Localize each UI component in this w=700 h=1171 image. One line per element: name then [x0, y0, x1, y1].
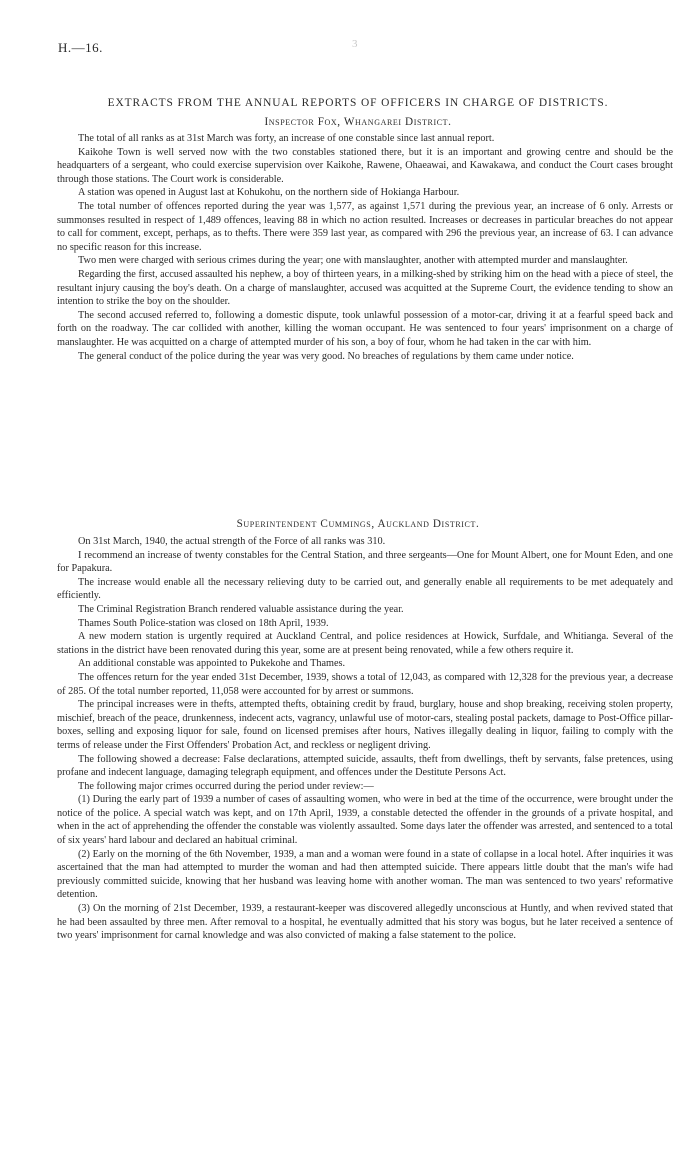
paragraph: A station was opened in August last at Kohukohu, on the northern side of Hokianga Harbour. [78, 187, 460, 199]
paragraph: The Criminal Registration Branch rendered valuable assistance during the year. [78, 603, 404, 615]
section-body-whangarei [57, 132, 673, 363]
paragraph: A new modern station is urgently required at Auckland Central, and police residences at Howick, Surfdale, and Whitianga. Several of the stations in the district have been renovated during this year, some are at present being renovated, while a few others require it. [57, 631, 673, 656]
paragraph: The general conduct of the police during the year was very good. No breaches of regulations by them came under notice. [78, 350, 574, 362]
paragraph: The offences return for the year ended 31st December, 1939, shows a total of 12,043, as compared with 12,328 for the previous year, a decrease of 285. Of the total number reported, 11,058 were accounted for by arrest or summons. [57, 671, 673, 697]
paragraph: An additional constable was appointed to Pukekohe and Thames. [78, 658, 346, 670]
paragraph: (2) Early on the morning of the 6th November, 1939, a man and a woman were found in a state of collapse in a local hotel. After inquiries it was ascertained that the man had attempted to murder the woman and had then attempted suicide. There appears little doubt that the man's wife had previously committed suicide, knowing that her husband was leaving home with another woman. The man was sentenced to two years' reformative detention. [57, 848, 673, 901]
paragraph: Thames South Police-station was closed on 18th April, 1939. [78, 617, 329, 629]
paragraph: On 31st March, 1940, the actual strength of the Force of all ranks was 310. [78, 536, 386, 547]
section-heading-auckland: Superintendent Cummings, Auckland District. [236, 518, 480, 530]
section-body-auckland [57, 535, 673, 943]
paragraph: The following showed a decrease: False declarations, attempted suicide, assaults, theft from dwellings, theft by servants, false pretences, using profane and indecent language, damaging telegraph equipment, and offences under the Destitute Persons Act. [57, 753, 673, 779]
paragraph: (3) On the morning of 21st December, 1939, a restaurant-keeper was discovered allegedly unconscious at Huntly, and when revived stated that he had been assaulted by three men. After removal to a hospital, he eventually admitted that his story was bogus, but he later received a sentence of two years' imprisonment for carnal knowledge and was also convicted of making a false statement to the police. [57, 903, 673, 942]
paragraph: The second accused referred to, following a domestic dispute, took unlawful possession of a motor-car, driving it at a fearful speed back and forth on the roadway. The car collided with another, killing the woman occupant. He was sentenced to four years' imprisonment on a charge of manslaughter. He was acquitted on a charge of attempted murder of his son, a boy of four, whom he had taken in the car with him. [57, 309, 673, 348]
document-title: EXTRACTS FROM THE ANNUAL REPORTS OF OFFICERS IN CHARGE OF DISTRICTS. [107, 97, 609, 109]
paragraph: The increase would enable all the necessary relieving duty to be carried out, and generally enable all requirements to be met adequately and efficiently. [57, 576, 673, 602]
paragraph: The total number of offences reported during the year was 1,577, as against 1,571 during the previous year, an increase of 6 only. Arrests or summonses resulted in respect of 1,489 offences, leaving 88 in which no action resulted. Increases or decreases in particular breaches do not appear to call for comment, except, perhaps, as to thefts. There were 359 last year, as compared with 296 the previous year, an increase of 63. I can advance no specific reason for this increase. [57, 200, 673, 253]
page-number: 3 [352, 38, 358, 50]
paragraph: Two men were charged with serious crimes during the year; one with manslaughter, another with attempted murder and manslaughter. [78, 255, 628, 267]
paragraph: The total of all ranks as at 31st March was forty, an increase of one constable since last annual report. [78, 133, 495, 144]
paragraph: I recommend an increase of twenty constables for the Central Station, and three sergeants—One for Mount Albert, one for Mount Eden, and one for Papakura. [57, 549, 673, 575]
page-reference: H.—16. [58, 40, 103, 55]
paragraph: Kaikohe Town is well served now with the two constables stationed there, but it is an important and growing centre and should be the headquarters of a sergeant, who could exercise supervision over Kaikohe, Rawene, Ohaeawai, and Kawakawa, and conduct the Court cases brought through those stations. The Court work is considerable. [57, 146, 673, 185]
paragraph: The principal increases were in thefts, attempted thefts, obtaining credit by fraud, burglary, house and shop breaking, receiving stolen property, mischief, breach of the peace, drunkenness, indecent acts, vagrancy, unlawful use of motor-cars, stealing postal packets, damage to Post-Office pillar-boxes, selling and exposing liquor for sale, found on licensed premises after hours, Natives illegally dealing in liquor, failing to comply with the terms of release under the First Offenders' Probation Act, and reckless or negligent driving. [57, 699, 673, 751]
section-heading-whangarei: Inspector Fox, Whangarei District. [264, 116, 452, 128]
paragraph: (1) During the early part of 1939 a number of cases of assaulting women, who were in bed at the time of the occurrence, were brought under the notice of the police. A special watch was kept, and on 17th April, 1939, a constable detected the offender in the grounds of a private hospital, and when in the act of apprehending the offender the constable was violently assaulted. Some days later the offender was arrested, and sentenced to a total of six years' hard labour and declared an habitual criminal. [57, 794, 673, 847]
paragraph: The following major crimes occurred during the period under review:— [78, 780, 374, 792]
paragraph: Regarding the first, accused assaulted his nephew, a boy of thirteen years, in a milking-shed by striking him on the head with a piece of steel, the resultant injury causing the boy's death. On a charge of manslaughter, accused was acquitted at the Supreme Court, the evidence tending to show an intention to strike the boy on the shoulder. [57, 268, 673, 308]
